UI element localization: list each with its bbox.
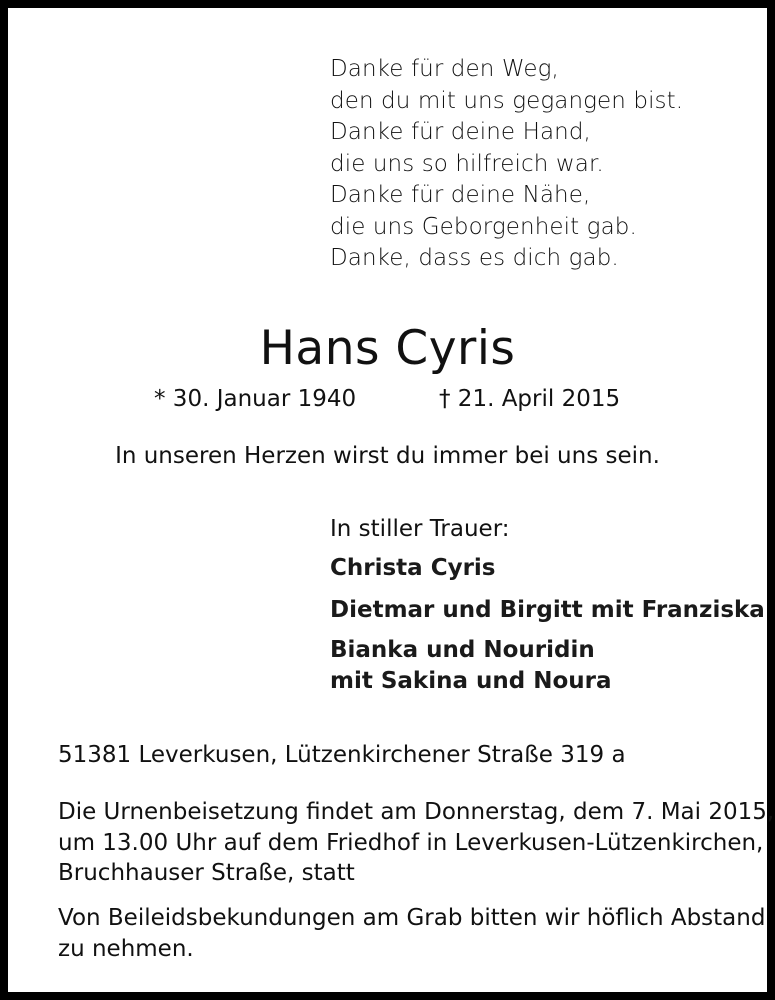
poem-line: Danke, dass es dich gab. bbox=[330, 245, 619, 271]
mourner-group bbox=[330, 553, 495, 584]
request-line: zu nehmen. bbox=[58, 935, 194, 962]
notice-line: Bruchhauser Straße, statt bbox=[58, 860, 355, 886]
request-line: Von Beileidsbekundungen am Grab bitten wir höflich Abstand bbox=[58, 905, 766, 931]
mourner-line: Bianka und Nouridin bbox=[330, 637, 595, 663]
mourner-line: mit Sakina und Noura bbox=[330, 668, 612, 694]
poem-line: die uns so hilfreich war. bbox=[330, 150, 604, 177]
condolence-request bbox=[58, 903, 766, 964]
poem-line: Danke für deine Hand, bbox=[330, 119, 591, 145]
poem-line: den du mit uns gegangen bist. bbox=[330, 87, 684, 114]
burial-notice bbox=[58, 797, 775, 889]
mourner-group bbox=[330, 635, 612, 697]
memorial-motto: In unseren Herzen wirst du immer bei uns sein. bbox=[115, 443, 660, 469]
family-address: 51381 Leverkusen, Lützenkirchener Straße 319 a bbox=[58, 742, 626, 768]
notice-line: um 13.00 Uhr auf dem Friedhof in Leverkusen-Lützenkirchen, bbox=[58, 829, 764, 856]
mourner-group bbox=[330, 595, 765, 626]
deceased-name: Hans Cyris bbox=[259, 321, 516, 376]
mourner-line: Dietmar und Birgitt mit Franziska bbox=[330, 597, 765, 623]
death-date: † 21. April 2015 bbox=[439, 386, 621, 412]
mourner-line: Christa Cyris bbox=[330, 555, 496, 581]
notice-line: Die Urnenbeisetzung findet am Donnerstag, dem 7. Mai 2015, bbox=[58, 799, 775, 825]
poem-line: die uns Geborgenheit gab. bbox=[330, 213, 637, 240]
poem-line: Danke für deine Nähe, bbox=[330, 182, 591, 208]
mourners-intro: In stiller Trauer: bbox=[330, 516, 510, 542]
poem-line: Danke für den Weg, bbox=[330, 56, 559, 82]
memorial-poem bbox=[330, 54, 683, 275]
birth-date: * 30. Januar 1940 bbox=[154, 386, 357, 412]
